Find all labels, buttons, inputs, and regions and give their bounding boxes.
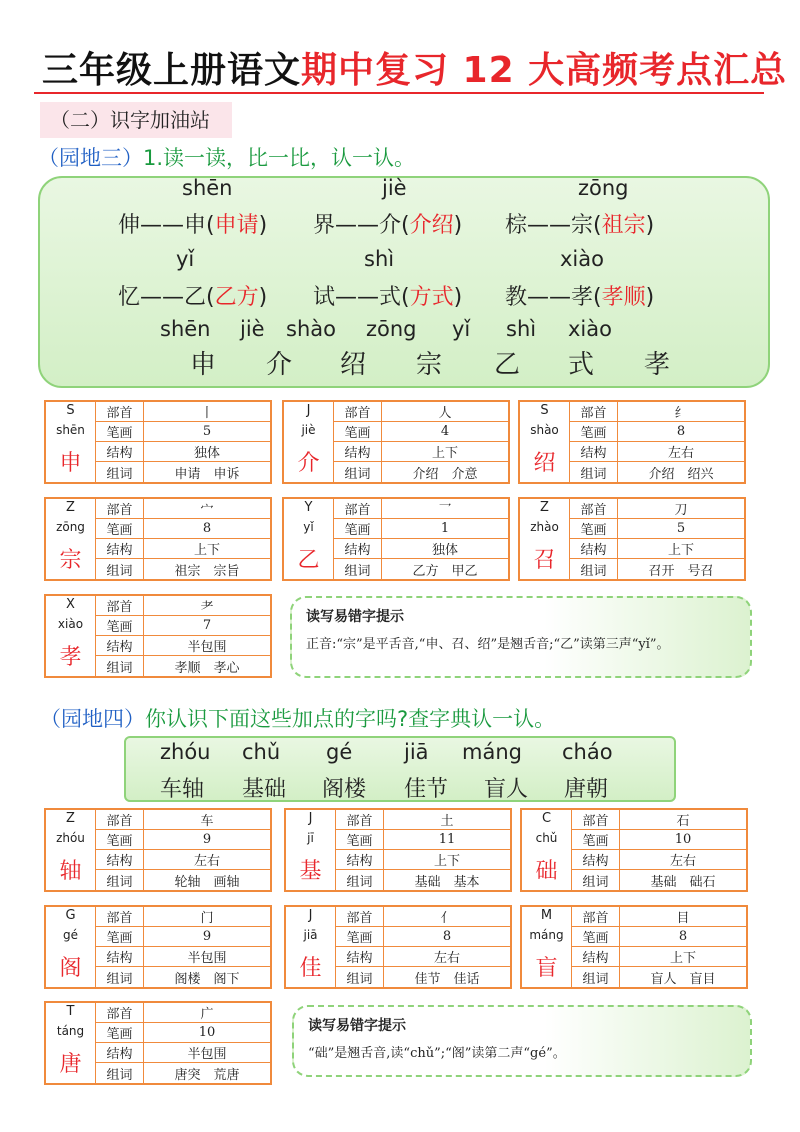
label-structure: 结构: [96, 539, 144, 559]
label-radical: 部首: [96, 907, 144, 927]
char-cell: [286, 810, 336, 890]
label-strokes: 笔画: [572, 830, 620, 850]
value-words: 召开 号召: [648, 563, 714, 579]
char-cell: [46, 907, 96, 987]
initial: Z: [540, 500, 549, 515]
value-structure: 上下: [384, 850, 510, 870]
pinyin: shào: [530, 423, 559, 437]
pinyin: shēn: [56, 423, 85, 437]
initial: C: [541, 811, 552, 826]
big-char: 唐: [59, 1052, 82, 1077]
value-words: 基础 基本: [414, 874, 480, 890]
big-char: 乙: [297, 548, 320, 573]
value-strokes: 8: [620, 927, 746, 947]
label-words: 组词: [570, 559, 618, 579]
big-char: 宗: [59, 548, 82, 573]
label-structure: 结构: [336, 947, 384, 967]
value-words: 介绍 介意: [412, 466, 478, 482]
label-strokes: 笔画: [334, 422, 382, 442]
value-structure: 左右: [144, 850, 270, 870]
pinyin: táng: [56, 1024, 85, 1038]
big-char: 阁: [59, 956, 82, 981]
value-words: 阁楼 阁下: [174, 971, 240, 987]
char-card: [520, 905, 748, 989]
value-structure: 左右: [618, 442, 744, 462]
label-radical: 部首: [336, 810, 384, 830]
label-strokes: 笔画: [570, 519, 618, 539]
char-cell: [286, 907, 336, 987]
word-compare: 试——式(方式): [313, 285, 463, 310]
label-radical: 部首: [572, 810, 620, 830]
pinyin: zhào: [530, 520, 559, 534]
value-strokes: 4: [382, 422, 508, 442]
value-structure: 左右: [620, 850, 746, 870]
pinyin: xiào: [560, 247, 604, 271]
value-strokes: 10: [144, 1023, 270, 1043]
char-card: [284, 905, 512, 989]
value-strokes: 8: [618, 422, 744, 442]
value-strokes: 5: [144, 422, 270, 442]
pinyin: chǔ: [242, 740, 281, 764]
label-strokes: 笔画: [334, 519, 382, 539]
pinyin: shēn: [160, 317, 211, 341]
pinyin: jiā: [303, 928, 318, 942]
character: 孝: [644, 350, 671, 380]
value-structure: 左右: [384, 947, 510, 967]
char-card: [518, 497, 746, 581]
label-radical: 部首: [334, 499, 382, 519]
value-strokes: 9: [144, 927, 270, 947]
value-radical: 人: [382, 402, 508, 422]
big-char: 召: [533, 548, 556, 573]
section-heading: （二）识字加油站: [40, 102, 232, 138]
pinyin: máng: [462, 740, 522, 764]
pinyin: xiào: [568, 317, 612, 341]
pinyin: xiào: [57, 617, 84, 631]
label-radical: 部首: [570, 402, 618, 422]
value-radical: 亻: [384, 907, 510, 927]
pinyin: cháo: [562, 740, 613, 764]
label-words: 组词: [96, 559, 144, 579]
value-words: 基础 础石: [650, 874, 716, 890]
pinyin: chǔ: [535, 831, 558, 845]
label-structure: 结构: [572, 850, 620, 870]
yuandi4-heading: （园地四）你认识下面这些加点的字吗?查字典认一认。: [40, 707, 556, 731]
label-radical: 部首: [96, 596, 144, 616]
label-structure: 结构: [572, 947, 620, 967]
char-card: [284, 808, 512, 892]
char-cell: [46, 402, 96, 482]
value-words: 孝顺 孝心: [174, 660, 240, 676]
character: 申: [190, 350, 217, 380]
value-structure: 半包围: [144, 636, 270, 656]
initial: X: [66, 597, 75, 612]
label-structure: 结构: [334, 442, 382, 462]
initial: M: [540, 908, 553, 923]
pinyin: jiè: [240, 317, 265, 341]
big-char: 绍: [533, 451, 556, 476]
pinyin: zōng: [56, 520, 85, 534]
initial: J: [308, 908, 313, 923]
pinyin: gé: [63, 928, 78, 942]
label-strokes: 笔画: [336, 927, 384, 947]
value-radical: 石: [620, 810, 746, 830]
initial: S: [540, 403, 549, 418]
value-radical: 宀: [144, 499, 270, 519]
big-char: 介: [297, 451, 320, 476]
value-radical: 刀: [618, 499, 744, 519]
char-card: [44, 594, 272, 678]
pinyin: jī: [307, 831, 314, 845]
char-cell: [520, 499, 570, 579]
label-radical: 部首: [334, 402, 382, 422]
value-strokes: 1: [382, 519, 508, 539]
big-char: 基: [299, 859, 322, 884]
character: 介: [266, 350, 293, 380]
tip-title: 读写易错字提示: [306, 609, 404, 625]
char-card: [44, 1001, 272, 1085]
pinyin: yǐ: [303, 520, 314, 534]
word: 唐朝: [564, 777, 609, 802]
label-words: 组词: [96, 870, 144, 890]
value-words: 轮轴 画轴: [174, 874, 240, 890]
pinyin: shēn: [182, 176, 233, 200]
label-strokes: 笔画: [572, 927, 620, 947]
value-strokes: 10: [620, 830, 746, 850]
label-strokes: 笔画: [96, 927, 144, 947]
label-words: 组词: [96, 1063, 144, 1083]
char-card: [282, 497, 510, 581]
label-words: 组词: [334, 462, 382, 482]
value-words: 唐突 荒唐: [174, 1067, 240, 1083]
page-title: 三年级上册语文期中复习 12 大高频考点汇总: [42, 50, 788, 91]
value-radical: 纟: [618, 402, 744, 422]
character: 宗: [416, 350, 443, 380]
value-words: 申请 申诉: [174, 466, 240, 482]
value-strokes: 5: [618, 519, 744, 539]
initial: J: [308, 811, 313, 826]
initial: Z: [66, 811, 75, 826]
value-strokes: 8: [384, 927, 510, 947]
value-structure: 半包围: [144, 1043, 270, 1063]
label-structure: 结构: [96, 947, 144, 967]
big-char: 佳: [299, 956, 322, 981]
title-underline: [34, 92, 764, 94]
tip-body: “础”是翘舌音,读“chǔ”;“阁”读第二声“gé”。: [308, 1046, 566, 1061]
pinyin: jiā: [404, 740, 429, 764]
initial: G: [65, 908, 76, 923]
word: 阁楼: [322, 777, 367, 802]
value-radical: 车: [144, 810, 270, 830]
char-card: [44, 905, 272, 989]
value-structure: 上下: [144, 539, 270, 559]
word: 基础: [242, 777, 287, 802]
value-words: 乙方 甲乙: [412, 563, 478, 579]
label-strokes: 笔画: [96, 519, 144, 539]
yuandi3-heading: （园地三）1.读一读，比一比，认一认。: [38, 146, 416, 170]
char-cell: [46, 499, 96, 579]
label-words: 组词: [96, 967, 144, 987]
pinyin: zōng: [366, 317, 417, 341]
label-structure: 结构: [334, 539, 382, 559]
value-radical: 乛: [382, 499, 508, 519]
label-radical: 部首: [570, 499, 618, 519]
pinyin: shì: [364, 247, 395, 271]
value-words: 祖宗 宗旨: [174, 563, 240, 579]
label-words: 组词: [336, 870, 384, 890]
label-words: 组词: [96, 462, 144, 482]
char-cell: [46, 596, 96, 676]
pinyin: máng: [529, 928, 564, 942]
label-strokes: 笔画: [96, 616, 144, 636]
word: 车轴: [160, 777, 205, 802]
big-char: 孝: [59, 645, 82, 670]
label-structure: 结构: [96, 1043, 144, 1063]
label-words: 组词: [570, 462, 618, 482]
char-card: [44, 808, 272, 892]
word-compare: 忆——乙(乙方): [118, 285, 268, 310]
value-radical: 门: [144, 907, 270, 927]
pinyin: shì: [506, 317, 537, 341]
big-char: 盲: [535, 956, 558, 981]
initial: T: [66, 1004, 75, 1019]
label-strokes: 笔画: [96, 1023, 144, 1043]
character: 乙: [494, 350, 521, 380]
label-structure: 结构: [96, 850, 144, 870]
label-words: 组词: [572, 967, 620, 987]
label-words: 组词: [334, 559, 382, 579]
label-structure: 结构: [570, 442, 618, 462]
label-strokes: 笔画: [570, 422, 618, 442]
pinyin: zhóu: [56, 831, 85, 845]
word: 盲人: [484, 777, 529, 802]
pinyin: jiè: [301, 423, 316, 437]
big-char: 申: [59, 451, 82, 476]
pinyin: yǐ: [176, 247, 195, 271]
char-card: [44, 400, 272, 484]
label-words: 组词: [336, 967, 384, 987]
label-radical: 部首: [96, 810, 144, 830]
value-structure: 上下: [382, 442, 508, 462]
character: 绍: [340, 350, 367, 380]
label-radical: 部首: [572, 907, 620, 927]
label-structure: 结构: [336, 850, 384, 870]
label-strokes: 笔画: [96, 830, 144, 850]
char-cell: [46, 810, 96, 890]
char-cell: [284, 499, 334, 579]
value-structure: 上下: [620, 947, 746, 967]
value-strokes: 7: [144, 616, 270, 636]
value-radical: 土: [384, 810, 510, 830]
value-strokes: 9: [144, 830, 270, 850]
char-cell: [522, 907, 572, 987]
character: 式: [568, 350, 595, 380]
initial: Y: [304, 500, 313, 515]
char-card: [282, 400, 510, 484]
char-cell: [46, 1003, 96, 1083]
value-words: 盲人 盲目: [650, 971, 716, 987]
char-card: [44, 497, 272, 581]
label-radical: 部首: [336, 907, 384, 927]
value-radical: 耂: [144, 596, 270, 616]
char-card: [520, 808, 748, 892]
tip-box: [292, 1005, 752, 1077]
tip-body: 正音:“宗”是平舌音,“申、召、绍”是翘舌音;“乙”读第三声“yǐ”。: [306, 637, 670, 652]
label-words: 组词: [572, 870, 620, 890]
tip-box: [290, 596, 752, 678]
label-radical: 部首: [96, 499, 144, 519]
value-strokes: 11: [384, 830, 510, 850]
value-structure: 上下: [618, 539, 744, 559]
tip-title: 读写易错字提示: [308, 1018, 406, 1034]
word: 佳节: [404, 777, 449, 802]
initial: S: [66, 403, 75, 418]
char-cell: [284, 402, 334, 482]
initial: Z: [66, 500, 75, 515]
initial: J: [306, 403, 311, 418]
big-char: 础: [535, 859, 558, 884]
pinyin: shào: [286, 317, 336, 341]
word-compare: 教——孝(孝顺): [505, 285, 655, 310]
char-cell: [520, 402, 570, 482]
pinyin: yǐ: [452, 317, 471, 341]
char-card: [518, 400, 746, 484]
value-words: 介绍 绍兴: [648, 466, 714, 482]
word-compare: 棕——宗(祖宗): [505, 213, 655, 238]
value-radical: 丨: [144, 402, 270, 422]
value-radical: 广: [144, 1003, 270, 1023]
label-radical: 部首: [96, 1003, 144, 1023]
value-radical: 目: [620, 907, 746, 927]
pinyin: gé: [326, 740, 353, 764]
value-structure: 独体: [382, 539, 508, 559]
value-structure: 独体: [144, 442, 270, 462]
label-strokes: 笔画: [336, 830, 384, 850]
value-strokes: 8: [144, 519, 270, 539]
value-words: 佳节 佳话: [414, 971, 480, 987]
label-words: 组词: [96, 656, 144, 676]
pinyin: zōng: [578, 176, 629, 200]
value-structure: 半包围: [144, 947, 270, 967]
char-cell: [522, 810, 572, 890]
label-structure: 结构: [96, 442, 144, 462]
word-compare: 界——介(介绍): [313, 213, 463, 238]
label-structure: 结构: [96, 636, 144, 656]
label-structure: 结构: [570, 539, 618, 559]
big-char: 轴: [59, 859, 82, 884]
word-compare: 伸——申(申请): [118, 213, 268, 238]
label-radical: 部首: [96, 402, 144, 422]
pinyin: jiè: [382, 176, 407, 200]
pinyin: zhóu: [160, 740, 211, 764]
label-strokes: 笔画: [96, 422, 144, 442]
